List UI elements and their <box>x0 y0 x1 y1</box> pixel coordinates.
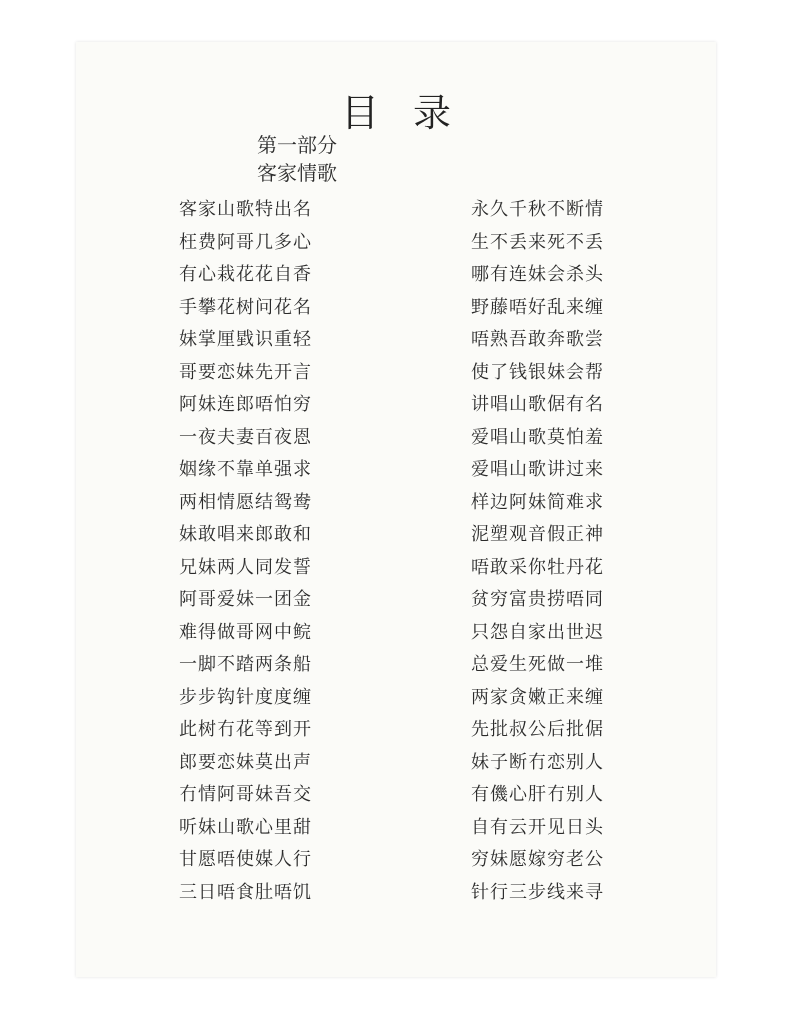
toc-entry: 两家贪嫩正来缠 <box>471 686 604 708</box>
part-heading: 第一部分 <box>257 133 337 157</box>
part-subtitle: 客家情歌 <box>257 161 337 185</box>
toc-entry: 难得做哥网中鲩 <box>179 621 312 643</box>
toc-entry: 妹敢唱来郎敢和 <box>179 524 312 545</box>
toc-entry: 甘愿唔使媒人行 <box>179 849 312 870</box>
toc-entry: 冇情阿哥妹吾交 <box>179 784 312 805</box>
toc-entry: 针行三步线来寻 <box>471 881 604 903</box>
toc-entry: 生不丢来死不丢 <box>471 231 604 253</box>
toc-entry: 兄妹两人同发誓 <box>179 556 312 578</box>
toc-entry: 唔敢采你牡丹花 <box>471 556 604 578</box>
toc-entry: 讲唱山歌倨有名 <box>471 394 604 415</box>
toc-entry: 枉费阿哥几多心 <box>179 231 312 253</box>
toc-left-column <box>179 194 312 909</box>
toc-entry: 穷妹愿嫁穷老公 <box>471 849 604 870</box>
toc-entry: 泥塑观音假正神 <box>471 524 604 545</box>
toc-entry: 姻缘不靠单强求 <box>179 459 312 480</box>
toc-entry: 贫穷富贵捞唔同 <box>471 589 604 610</box>
toc-entry: 自有云开见日头 <box>471 816 604 838</box>
toc-entry: 先批叔公后批倨 <box>471 719 604 740</box>
toc-entry: 客家山歌特出名 <box>179 199 312 220</box>
toc-entry: 步步钩针度度缠 <box>179 686 312 708</box>
toc-entry: 听妹山歌心里甜 <box>179 816 312 838</box>
toc-entry: 野藤唔好乱来缠 <box>471 296 604 318</box>
toc-entry: 有僟心肝冇别人 <box>471 784 604 805</box>
part-header <box>257 132 337 186</box>
toc-entry: 哥要恋妹先开言 <box>179 361 312 383</box>
toc-entry: 一夜夫妻百夜恩 <box>179 426 312 448</box>
toc-entry: 永久千秋不断情 <box>471 199 604 220</box>
toc-entry: 只怨自家出世迟 <box>471 621 604 643</box>
toc-entry: 此树冇花等到开 <box>179 719 312 740</box>
toc-entry: 唔熟吾敢奔歌尝 <box>471 329 604 350</box>
toc-entry: 阿哥爱妹一团金 <box>179 589 312 610</box>
toc-entry: 样边阿妹简难求 <box>471 491 604 513</box>
toc-entry: 使了钱银妹会帮 <box>471 361 604 383</box>
toc-entry: 两相情愿结鸳鸯 <box>179 491 312 513</box>
toc-entry: 阿妹连郎唔怕穷 <box>179 394 312 415</box>
toc-entry: 总爱生死做一堆 <box>471 654 604 675</box>
toc-entry: 爱唱山歌莫怕羞 <box>471 426 604 448</box>
toc-entry: 郎要恋妹莫出声 <box>179 751 312 773</box>
document-page <box>76 42 716 977</box>
toc-entry: 妹子断冇恋别人 <box>471 751 604 773</box>
toc-entry: 手攀花树问花名 <box>179 296 312 318</box>
toc-right-column <box>471 194 604 909</box>
toc-entry: 三日唔食肚唔饥 <box>179 881 312 903</box>
page-title: 目录 <box>340 91 485 135</box>
toc-entry: 一脚不踏两条船 <box>179 654 312 675</box>
toc-entry: 哪有连妹会杀头 <box>471 264 604 285</box>
toc-entry: 妹掌厘戥识重轻 <box>179 329 312 350</box>
toc-entry: 有心栽花花自香 <box>179 264 312 285</box>
toc-entry: 爱唱山歌讲过来 <box>471 459 604 480</box>
